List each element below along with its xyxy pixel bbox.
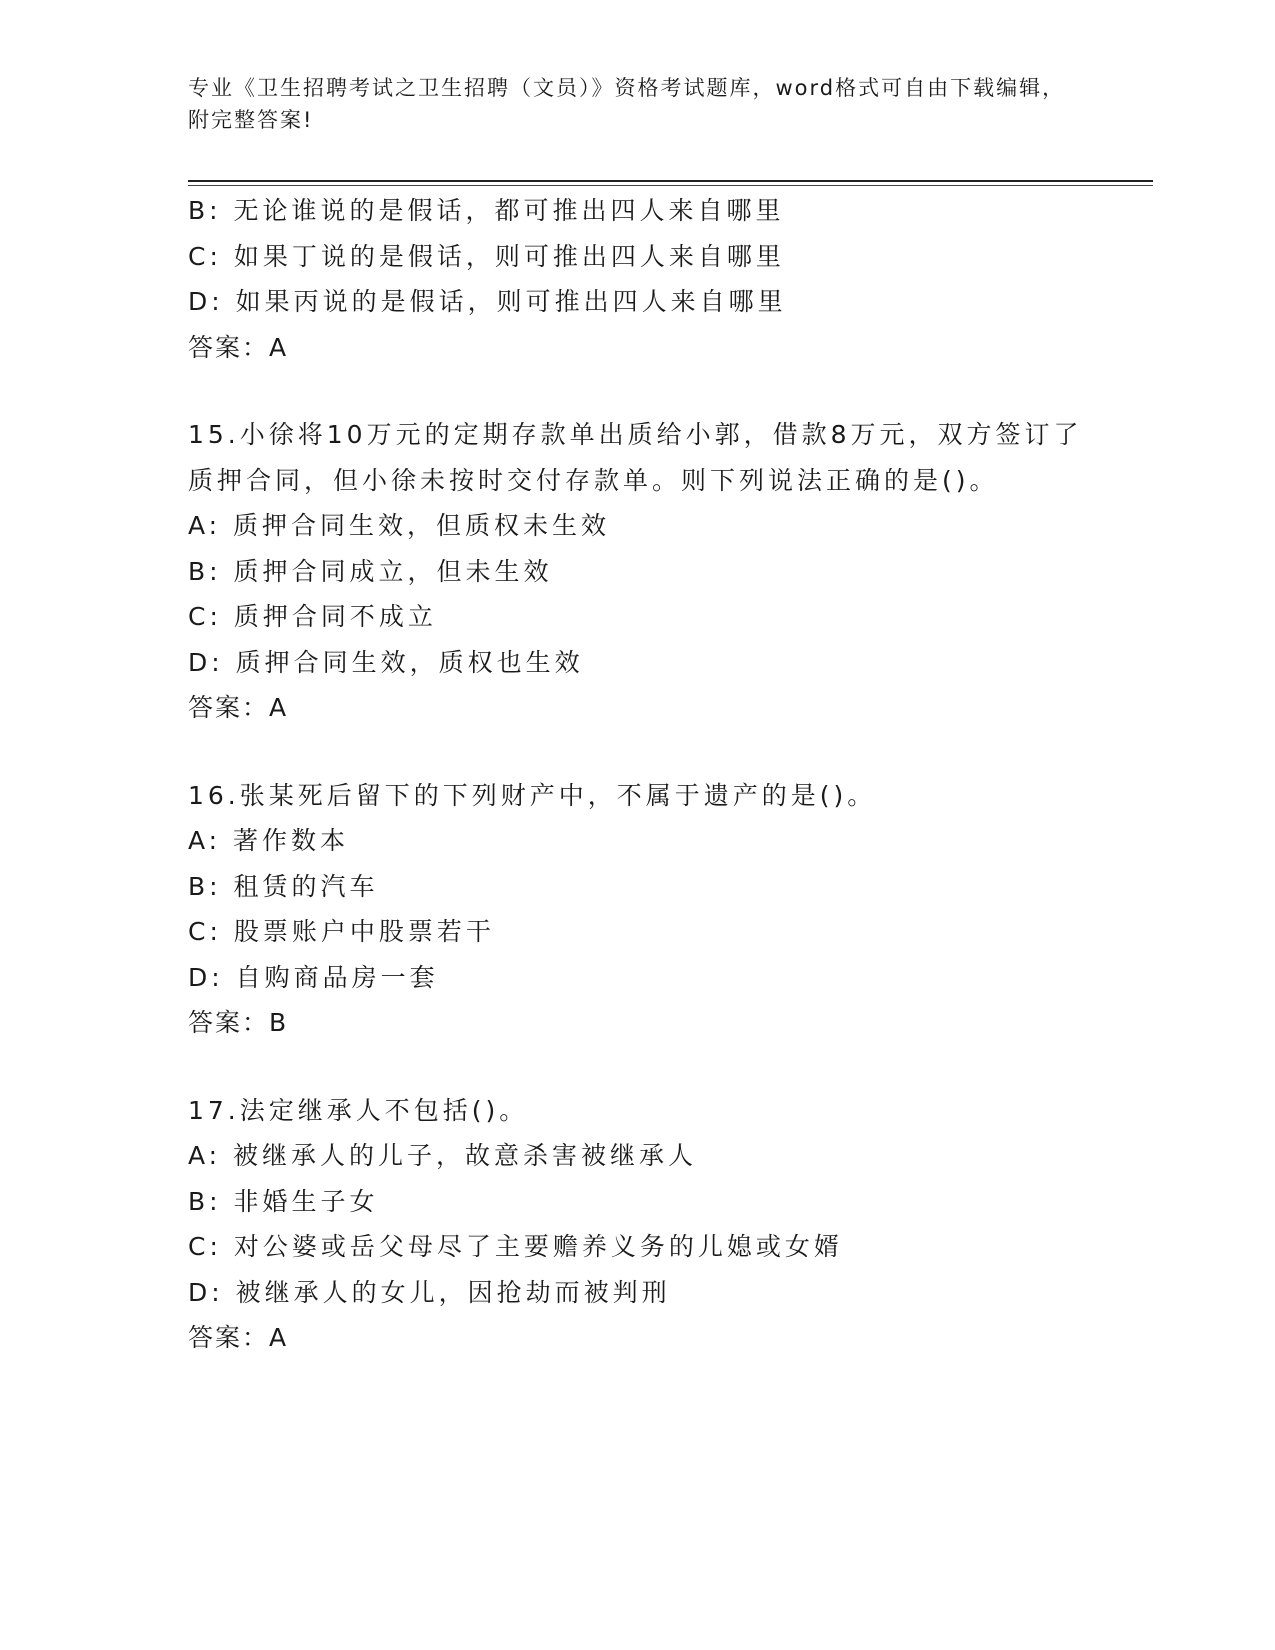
option-a: A: 被继承人的儿子，故意杀害被继承人 [188,1141,698,1170]
answer-line: 答案：A [188,693,289,722]
header-divider-thick [188,180,1153,182]
document-header: 专业《卫生招聘考试之卫生招聘（文员）》资格考试题库，word格式可自由下载编辑，附完整答案! [188,76,1066,132]
question-stem: 17.法定继承人不包括()。 [188,1095,529,1125]
option-a: A: 质押合同生效，但质权未生效 [188,511,611,540]
option-d: D: 质押合同生效，质权也生效 [188,647,584,677]
option-a: A: 著作数本 [188,826,350,855]
option-b: B: 无论谁说的是假话，都可推出四人来自哪里 [188,196,785,225]
option-c: C: 如果丁说的是假话，则可推出四人来自哪里 [188,241,785,271]
option-b: B: 租赁的汽车 [188,871,379,901]
option-d: D: 被继承人的女儿，因抢劫而被判刑 [188,1277,671,1307]
answer-line: 答案：A [188,332,289,362]
question-stem: 16.张某死后留下的下列财产中，不属于遗产的是()。 [188,780,877,810]
question-16 [188,773,1088,1046]
document-body [188,188,1088,1361]
question-15 [188,412,1088,731]
answer-line: 答案：A [188,1323,289,1352]
continued-question [188,188,1088,370]
option-c: C: 股票账户中股票若干 [188,917,495,946]
answer-line: 答案：B [188,1008,289,1037]
option-c: C: 对公婆或岳父母尽了主要赡养义务的儿媳或女婿 [188,1232,843,1261]
question-17 [188,1088,1088,1361]
option-d: D: 自购商品房一套 [188,962,439,992]
option-b: B: 质押合同成立，但未生效 [188,556,553,586]
option-d: D: 如果丙说的是假话，则可推出四人来自哪里 [188,287,787,316]
question-stem: 15.小徐将10万元的定期存款单出质给小郭，借款8万元，双方签订了质押合同，但小徐未按时交付存款单。则下列说法正确的是()。 [188,420,1083,495]
header-divider-thin [188,185,1153,186]
option-c: C: 质押合同不成立 [188,602,437,631]
option-b: B: 非婚生子女 [188,1186,379,1216]
